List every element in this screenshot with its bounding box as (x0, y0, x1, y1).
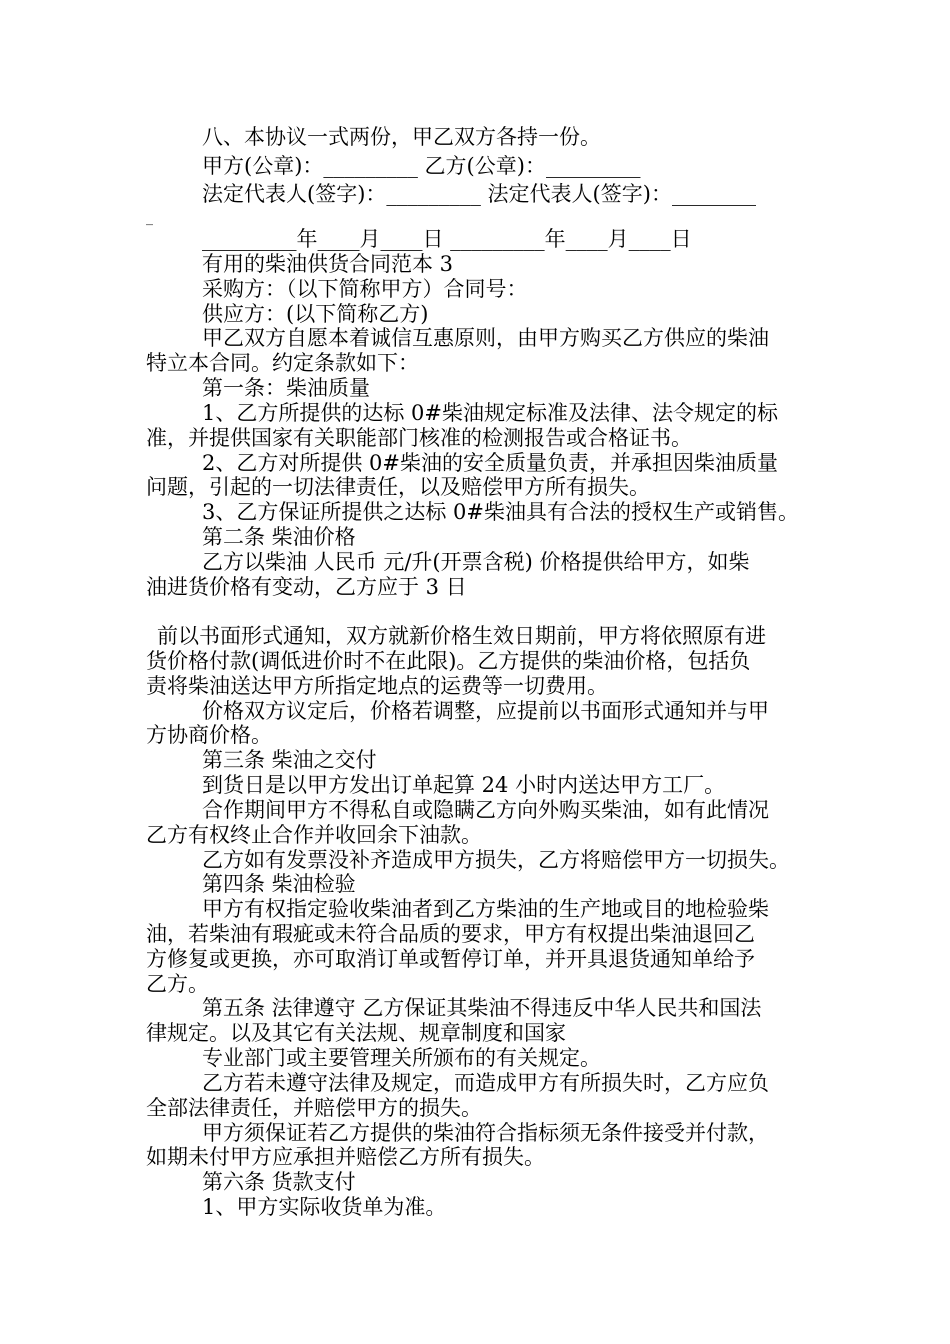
paragraph-line: 责将柴油送达甲方所指定地点的运费等一切费用。 (146, 674, 608, 698)
article-heading: 第一条：柴油质量 (202, 376, 370, 400)
paragraph-line: 方修复或更换，亦可取消订单或暂停订单，并开具退货通知单给予 (146, 947, 755, 971)
paragraph-line: 律规定。以及其它有关法规、规章制度和国家 (146, 1021, 566, 1045)
article-heading: 第六条 货款支付 (202, 1170, 356, 1194)
paragraph-line: 甲方须保证若乙方提供的柴油符合指标须无条件接受并付款， (202, 1121, 769, 1145)
paragraph-line: 准，并提供国家有关职能部门核准的检测报告或合格证书。 (146, 426, 692, 450)
paragraph-line: 乙方以柴油 人民币 元/升(开票含税) 价格提供给甲方，如柴 (202, 550, 750, 574)
paragraph-line: 全部法律责任，并赔偿甲方的损失。 (146, 1096, 482, 1120)
article-heading: 第四条 柴油检验 (202, 872, 356, 896)
paragraph-line: 油进货价格有变动，乙方应于 3 日 (146, 575, 467, 599)
paragraph-line: 货价格付款(调低进价时不在此限)。乙方提供的柴油价格，包括负 (146, 649, 751, 673)
paragraph-line: 如期未付甲方应承担并赔偿乙方所有损失。 (146, 1145, 545, 1169)
buyer-line: 采购方：（以下简称甲方）合同号： (202, 277, 528, 301)
paragraph-line: 乙方。 (146, 972, 209, 996)
paragraph-line: 乙方有权终止合作并收回余下油款。 (146, 823, 482, 847)
article-heading: 第二条 柴油价格 (202, 525, 356, 549)
article-heading: 第三条 柴油之交付 (202, 748, 377, 772)
paragraph-line: 1、乙方所提供的达标 0#柴油规定标准及法律、法令规定的标 (202, 401, 778, 425)
paragraph-line: 3、乙方保证所提供之达标 0#柴油具有合法的授权生产或销售。 (202, 500, 799, 524)
paragraph-line: 乙方若未遵守法律及规定，而造成甲方有所损失时，乙方应负 (202, 1071, 769, 1095)
paragraph-line: 方协商价格。 (146, 723, 272, 747)
date-line: _________年____月____日 _________年____月____日 (202, 227, 692, 251)
paragraph-line: 专业部门或主要管理关所颁布的有关规定。 (202, 1046, 601, 1070)
paragraph-line: 特立本合同。约定条款如下： (146, 351, 419, 375)
signature-line: 法定代表人(签字)：_________ 法定代表人(签字)：________ (202, 182, 756, 206)
paragraph-line: 价格双方议定后，价格若调整，应提前以书面形式通知并与甲 (202, 699, 769, 723)
paragraph-line: 问题，引起的一切法律责任，以及赔偿甲方所有损失。 (146, 475, 650, 499)
section-title: 有用的柴油供货合同范本 3 (202, 252, 454, 276)
article-heading: 第五条 法律遵守 乙方保证其柴油不得违反中华人民共和国法 (202, 996, 762, 1020)
paragraph-line: 乙方如有发票没补齐造成甲方损失，乙方将赔偿甲方一切损失。 (202, 848, 790, 872)
paragraph-line: 到货日是以甲方发出订单起算 24 小时内送达甲方工厂。 (202, 773, 726, 797)
paragraph-line: 1、甲方实际收货单为准。 (202, 1195, 447, 1219)
supplier-line: 供应方：(以下简称乙方) (202, 302, 429, 326)
seal-line: 甲方(公章)：_________ 乙方(公章)：_________ (202, 154, 641, 178)
paragraph-line: 甲方有权指定验收柴油者到乙方柴油的生产地或目的地检验柴 (202, 897, 769, 921)
paragraph-line: 甲乙双方自愿本着诚信互惠原则，由甲方购买乙方供应的柴油 (202, 326, 769, 350)
paragraph-line: 前以书面形式通知，双方就新价格生效日期前，甲方将依照原有进 (157, 624, 766, 648)
agreement-copies-line: 八、本协议一式两份，甲乙双方各持一份。 (202, 125, 601, 149)
paragraph-line: 油，若柴油有瑕疵或未符合品质的要求，甲方有权提出柴油退回乙 (146, 922, 755, 946)
paragraph-line: 2、乙方对所提供 0#柴油的安全质量负责，并承担因柴油质量 (202, 451, 778, 475)
paragraph-line: 合作期间甲方不得私自或隐瞒乙方向外购买柴油，如有此情况 (202, 798, 769, 822)
signature-overflow: _ (146, 210, 153, 226)
